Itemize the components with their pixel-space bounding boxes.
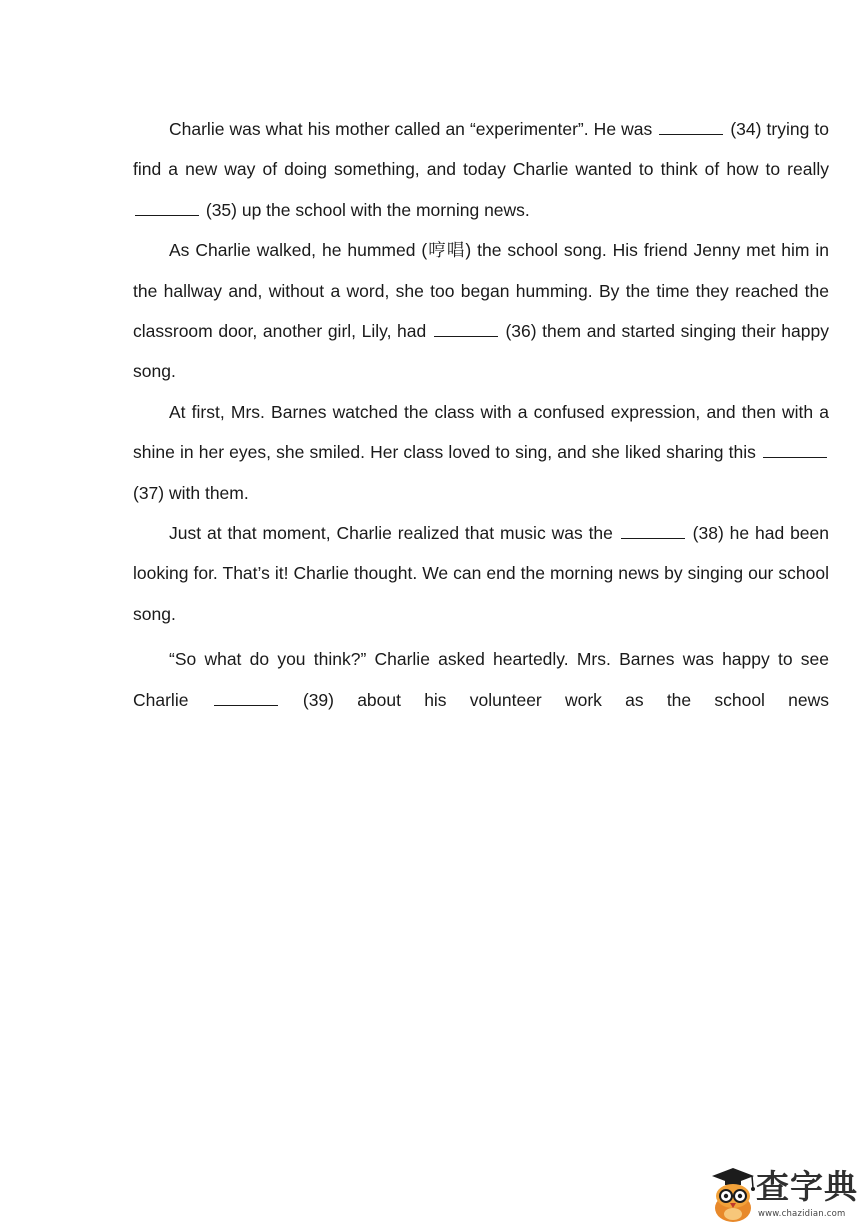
paragraph-1-text-b: (34) trying to find a new way of doing something, and today Charlie wanted to think of how to really bbox=[133, 119, 829, 180]
paragraph-1-text-a: Charlie was what his mother called an “experimenter”. He was bbox=[169, 119, 658, 139]
paragraph-5-text-a: “So what do you think?” Charlie asked heartedly. Mrs. Barnes was happy to see Charlie bbox=[133, 649, 829, 710]
blank-37 bbox=[763, 443, 827, 458]
paragraph-5 bbox=[133, 639, 829, 720]
watermark-url-text: www.chazidian.com bbox=[758, 1209, 846, 1219]
blank-39 bbox=[214, 691, 278, 706]
paragraph-3-text-a: At first, Mrs. Barnes watched the class with a confused expression, and then with a shine in her eyes, she smiled. Her class loved to sing, and she liked sharing this bbox=[133, 401, 829, 463]
owl-mascot-icon bbox=[708, 1166, 758, 1224]
paragraph-3 bbox=[133, 392, 829, 513]
paragraph-4-text-b: (38) he had been looking for. That’s it! Charlie thought. We can end the morning news by singing our school song. bbox=[133, 523, 829, 624]
paragraph-2-text-a: As Charlie walked, he hummed (哼唱) the school song. His friend Jenny met him in the hallway and, without a word, she too began humming. By the time they reached the classroom door, another girl, Lily, had bbox=[133, 240, 829, 342]
paragraph-1 bbox=[133, 109, 829, 230]
paragraph-4 bbox=[133, 513, 829, 634]
blank-35 bbox=[135, 201, 199, 216]
watermark-brand-text: 查字典 bbox=[756, 1167, 858, 1206]
paragraph-5-text-b: (39) about his volunteer work as the school news bbox=[279, 689, 829, 710]
paragraph-2 bbox=[133, 230, 829, 392]
blank-36 bbox=[434, 322, 498, 337]
site-watermark-logo bbox=[708, 1166, 864, 1224]
paragraph-3-text-b: (37) with them. bbox=[133, 482, 249, 503]
paragraph-4-text-a: Just at that moment, Charlie realized that music was the bbox=[169, 523, 619, 544]
blank-38 bbox=[621, 524, 685, 539]
blank-34 bbox=[659, 120, 723, 135]
cloze-passage bbox=[133, 109, 829, 720]
paragraph-2-text-b: (36) them and started singing their happy song. bbox=[133, 321, 829, 382]
paragraph-1-text-c: (35) up the school with the morning news. bbox=[201, 199, 530, 220]
